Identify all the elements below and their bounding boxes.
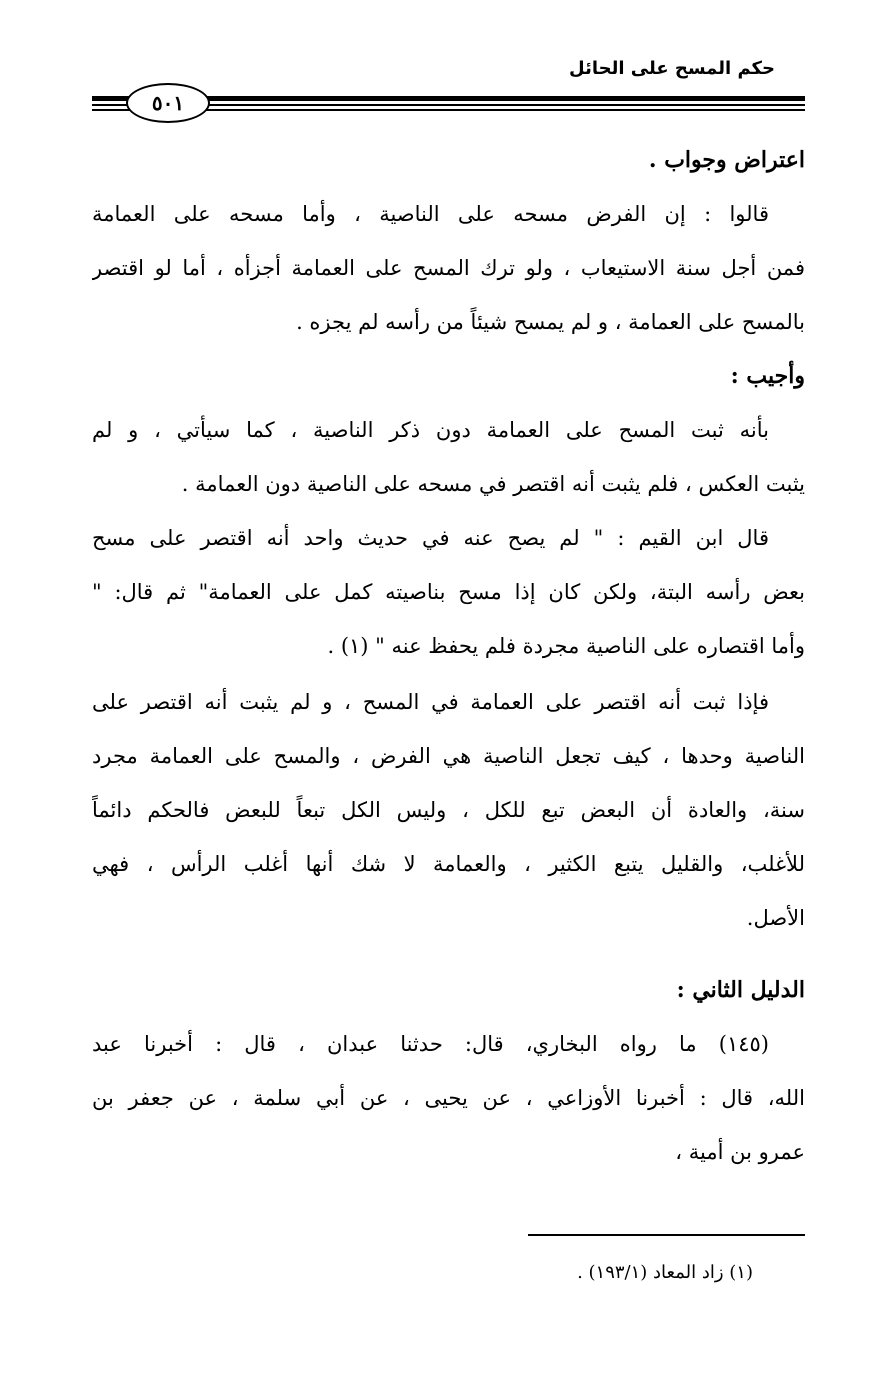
section-heading: اعتراض وجواب . — [648, 147, 805, 173]
text-line: فمن أجل سنة الاستيعاب ، ولو ترك المسح على العمامة أجزأه ، أما لو اقتصر — [92, 256, 805, 280]
section-heading: الدليل الثاني : — [676, 977, 805, 1003]
footnote: (١) زاد المعاد (١٩٣/١) . — [577, 1262, 753, 1283]
text-line: بأنه ثبت المسح على العمامة دون ذكر الناصية ، كما سيأتي ، و لم — [92, 418, 769, 442]
running-header-title: حكم المسح على الحائل — [569, 58, 775, 79]
section-heading: وأجيب : — [730, 363, 805, 389]
text-line: (١٤٥) ما رواه البخاري، قال: حدثنا عبدان ، قال : أخبرنا عبد — [92, 1032, 769, 1056]
text-line: وأما اقتصاره على الناصية مجردة فلم يحفظ عنه " (١) . — [327, 634, 805, 658]
text-line: قالوا : إن الفرض مسحه على الناصية ، وأما مسحه على العمامة — [92, 202, 769, 226]
text-line: فإذا ثبت أنه اقتصر على العمامة في المسح ، و لم يثبت أنه اقتصر على — [92, 690, 769, 714]
footnote-rule — [528, 1234, 805, 1236]
text-line: بعض رأسه البتة، ولكن كان إذا مسح بناصيته كمل على العمامة" ثم قال: " — [92, 580, 805, 604]
text-line: الله، قال : أخبرنا الأوزاعي ، عن يحيى ، عن أبي سلمة ، عن جعفر بن — [92, 1086, 805, 1110]
text-line: يثبت العكس ، فلم يثبت أنه اقتصر في مسحه على الناصية دون العمامة . — [181, 472, 805, 496]
text-line: سنة، والعادة أن البعض تبع للكل ، وليس الكل تبعاً للبعض فالحكم دائماً — [92, 798, 805, 822]
text-line: بالمسح على العمامة ، و لم يمسح شيئاً من رأسه لم يجزه . — [296, 310, 805, 334]
text-line: عمرو بن أمية ، — [675, 1140, 805, 1164]
page-number: ٥٠١ — [126, 83, 210, 123]
text-line: الأصل. — [746, 906, 805, 930]
text-line: للأغلب، والقليل يتبع الكثير ، والعمامة لا شك أنها أغلب الرأس ، فهي — [92, 852, 805, 876]
text-line: الناصية وحدها ، كيف تجعل الناصية هي الفرض ، والمسح على العمامة مجرد — [92, 744, 805, 768]
text-line: قال ابن القيم : " لم يصح عنه في حديث واحد أنه اقتصر على مسح — [92, 526, 769, 550]
